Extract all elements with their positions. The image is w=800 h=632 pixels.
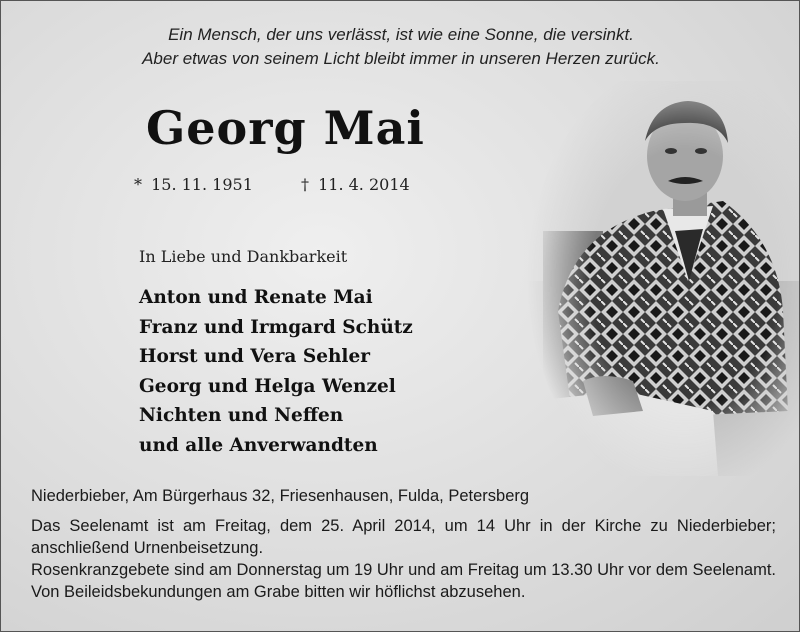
- mourners-list: [139, 283, 413, 460]
- quote-line: Ein Mensch, der uns verlässt, ist wie eine Sonne, die versinkt.: [168, 25, 634, 44]
- portrait-illustration: [513, 81, 799, 476]
- birth-date-line: [134, 175, 253, 194]
- rosary-text: Rosenkranzgebete sind am Donnerstag um 19 Uhr und am Freitag um 13.30 Uhr vor dem Seelenamt. Von Beileidsbekundungen am Grabe bitten wir höflichst abzusehen.: [31, 561, 776, 601]
- mourner-entry: Franz und Irmgard Schütz: [139, 316, 413, 338]
- portrait-photo: [513, 81, 799, 476]
- family-address: Niederbieber, Am Bürgerhaus 32, Friesenhausen, Fulda, Petersberg: [31, 487, 530, 505]
- cross-symbol: †: [301, 175, 309, 194]
- death-date-line: [301, 175, 410, 194]
- birth-symbol: *: [134, 175, 142, 194]
- memorial-quote: [1, 23, 800, 71]
- mourner-entry: Nichten und Neffen: [139, 405, 344, 426]
- mourner-entry: und alle Anverwandten: [139, 434, 378, 456]
- funeral-service-text: Das Seelenamt ist am Freitag, dem 25. April 2014, um 14 Uhr in der Kirche zu Niederbieber; anschließend Urnenbeisetzung.: [31, 517, 776, 557]
- mourner-entry: Horst und Vera Sehler: [139, 346, 370, 367]
- mourner-entry: Georg und Helga Wenzel: [139, 375, 396, 397]
- quote-line: Aber etwas von seinem Licht bleibt immer in unseren Herzen zurück.: [142, 49, 660, 68]
- mourner-entry: Anton und Renate Mai: [139, 287, 373, 308]
- birth-date: 15. 11. 1951: [151, 175, 253, 194]
- death-date: 11. 4. 2014: [318, 175, 410, 194]
- dedication-line: In Liebe und Dankbarkeit: [139, 247, 348, 266]
- service-details: [31, 485, 776, 603]
- deceased-name: Georg Mai: [146, 101, 425, 155]
